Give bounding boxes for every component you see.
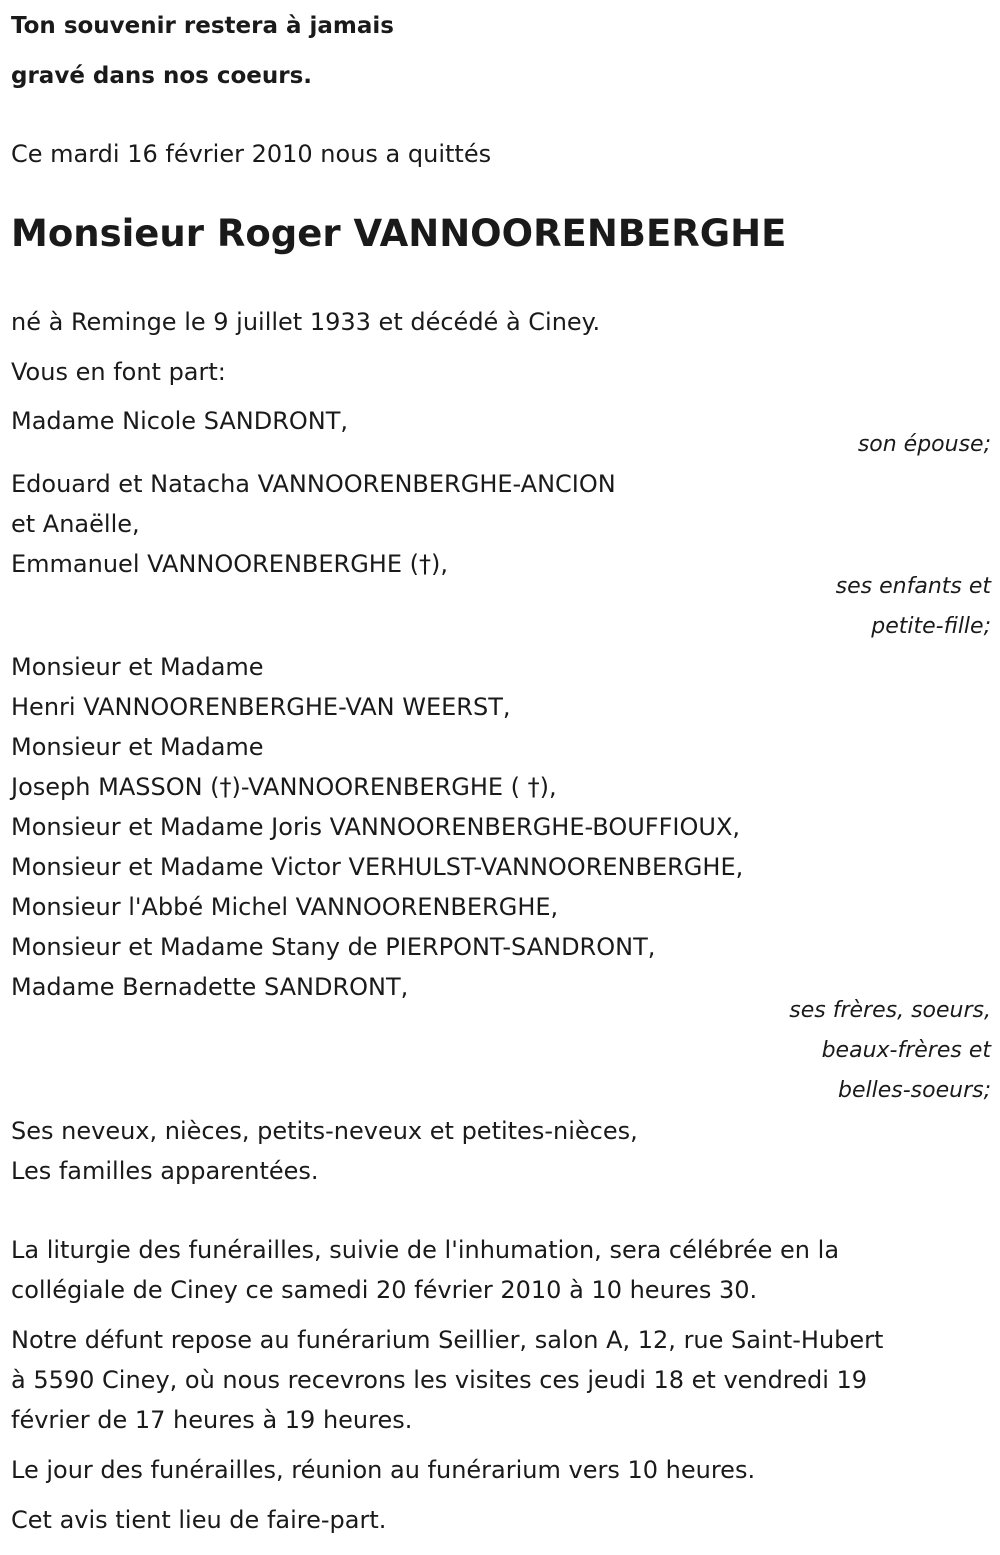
- children-relation-2: petite-fille;: [871, 614, 991, 639]
- intro-text: Ce mardi 16 février 2010 nous a quittés: [11, 140, 492, 168]
- children-relation-1: ses enfants et: [835, 574, 991, 599]
- siblings-line-2: Henri VANNOORENBERGHE-VAN WEERST,: [11, 693, 511, 721]
- children-line-3: Emmanuel VANNOORENBERGHE (†),: [11, 550, 448, 578]
- spouse-relation: son épouse;: [857, 432, 991, 457]
- siblings-relation-3: belles-soeurs;: [838, 1078, 991, 1103]
- children-line-2: et Anaëlle,: [11, 510, 140, 538]
- liturgy-line-1: La liturgie des funérailles, suivie de l'inhumation, sera célébrée en la: [11, 1236, 840, 1264]
- siblings-line-1: Monsieur et Madame: [11, 653, 264, 681]
- meeting-text: Le jour des funérailles, réunion au funérarium vers 10 heures.: [11, 1456, 756, 1484]
- siblings-line-4: Joseph MASSON (†)-VANNOORENBERGHE ( †),: [11, 773, 557, 801]
- announce-text: Vous en font part:: [11, 358, 226, 386]
- siblings-line-3: Monsieur et Madame: [11, 733, 264, 761]
- repose-line-1: Notre défunt repose au funérarium Seillier, salon A, 12, rue Saint-Hubert: [11, 1326, 884, 1354]
- siblings-relation-2: beaux-frères et: [821, 1038, 991, 1063]
- children-line-1: Edouard et Natacha VANNOORENBERGHE-ANCION: [11, 470, 616, 498]
- siblings-line-8: Monsieur et Madame Stany de PIERPONT-SANDRONT,: [11, 933, 656, 961]
- birth-death-text: né à Reminge le 9 juillet 1933 et décédé à Ciney.: [11, 308, 601, 336]
- motto: [11, 0, 991, 101]
- repose-line-2: à 5590 Ciney, où nous recevrons les visites ces jeudi 18 et vendredi 19: [11, 1366, 868, 1394]
- others-line-1: Ses neveux, nièces, petits-neveux et petites-nièces,: [11, 1117, 638, 1145]
- motto-line-1: Ton souvenir restera à jamais: [11, 13, 394, 39]
- repose-line-3: février de 17 heures à 19 heures.: [11, 1406, 413, 1434]
- siblings-line-9: Madame Bernadette SANDRONT,: [11, 973, 409, 1001]
- spouse-line: Madame Nicole SANDRONT,: [11, 407, 349, 435]
- liturgy-line-2: collégiale de Ciney ce samedi 20 février 2010 à 10 heures 30.: [11, 1276, 758, 1304]
- motto-line-2: gravé dans nos coeurs.: [11, 63, 313, 89]
- siblings-line-6: Monsieur et Madame Victor VERHULST-VANNOORENBERGHE,: [11, 853, 744, 881]
- notice-text: Cet avis tient lieu de faire-part.: [11, 1506, 387, 1534]
- others-line-2: Les familles apparentées.: [11, 1157, 319, 1185]
- siblings-line-5: Monsieur et Madame Joris VANNOORENBERGHE-BOUFFIOUX,: [11, 813, 741, 841]
- siblings-relation-1: ses frères, soeurs,: [789, 998, 991, 1023]
- deceased-name: Monsieur Roger VANNOORENBERGHE: [11, 212, 787, 255]
- siblings-line-7: Monsieur l'Abbé Michel VANNOORENBERGHE,: [11, 893, 559, 921]
